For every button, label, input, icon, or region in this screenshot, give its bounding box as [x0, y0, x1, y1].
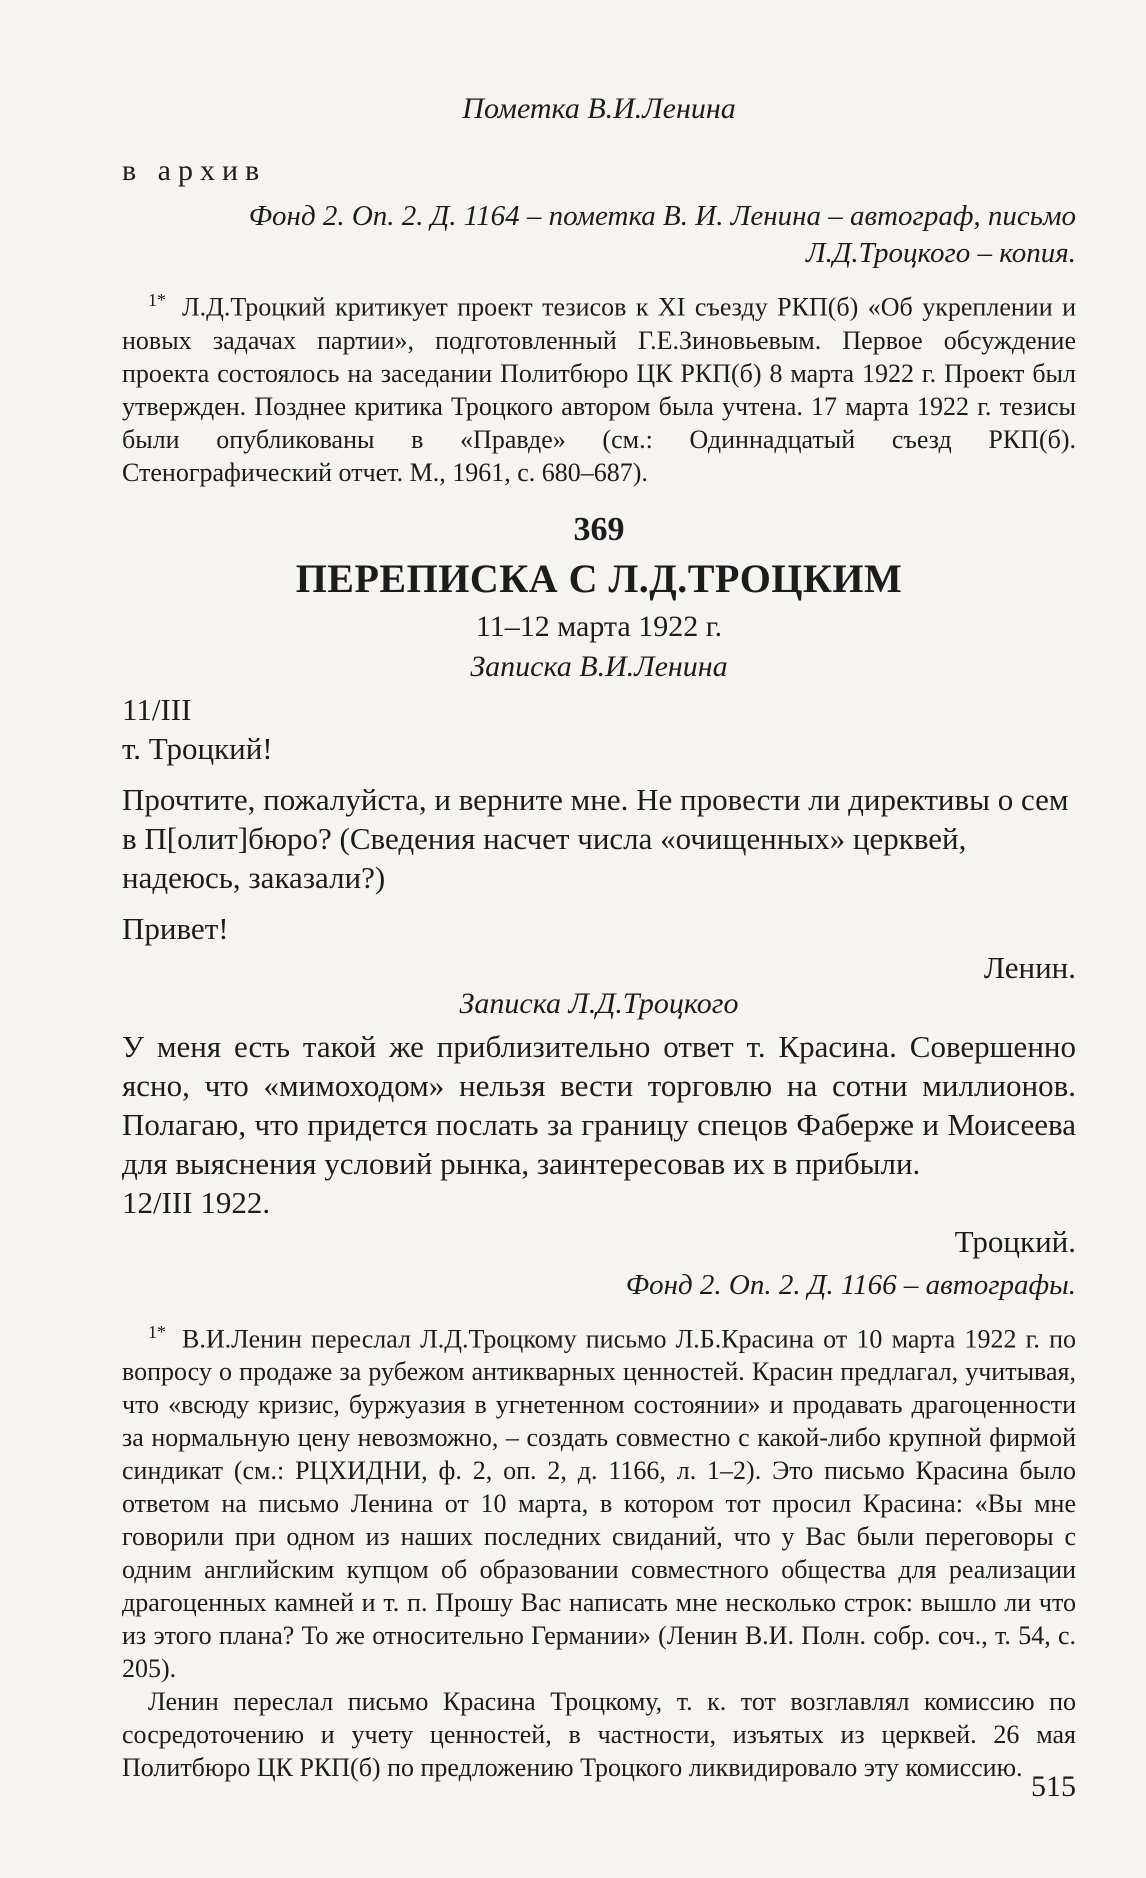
page-number: 515	[1031, 1770, 1076, 1803]
trotsky-signature: Троцкий.	[954, 1223, 1076, 1259]
trotsky-note-date: 12/III 1922.	[122, 1184, 271, 1220]
lenin-note-heading: Записка В.И.Ленина	[470, 649, 728, 683]
document-number: 369	[573, 510, 625, 548]
lenin-mark-heading: Пометка В.И.Ленина	[462, 92, 736, 125]
lenin-note-date: 11/III	[122, 691, 192, 727]
lenin-note-salutation: т. Троцкий!	[122, 730, 273, 766]
footnote-1-marker: 1*	[148, 290, 166, 310]
footnote-2	[122, 1316, 1076, 1785]
trotsky-note-heading: Записка Л.Д.Троцкого	[459, 986, 739, 1020]
footnote-1	[122, 284, 1076, 489]
lenin-signature: Ленин.	[983, 949, 1076, 985]
lenin-note-body: Прочтите, пожалуйста, и верните мне. Не провести ли директивы о сем в П[олит]бюро? (Сведения насчет числа «очищенных» церквей, надеюсь, заказали?)	[122, 781, 1069, 895]
footnote-2-marker: 1*	[148, 1321, 166, 1342]
archive-reference-1: Фонд 2. Оп. 2. Д. 1164 – пометка В. И. Ленина – автограф, письмо Л.Д.Троцкого – копия.	[248, 200, 1076, 269]
footnote-2-paragraph-1: В.И.Ленин переслал Л.Д.Троцкому письмо Л.Б.Красина от 10 марта 1922 г. по вопросу о продаже за рубежом антикварных ценностей. Красин предлагал, учитывая, что «всюду кризис, буржуазия в угнетенном состоянии» и продавать драгоценности за нормальную цену невозможно, – создать совместно с какой-либо крупной фирмой синдикат (см.: РЦХИДНИ, ф. 2, оп. 2, д. 1166, л. 1–2). Это письмо Красина было ответом на письмо Ленина от 10 марта, в котором тот просил Красина: «Вы мне говорили при одном из наших последних свиданий, что у Вас были переговоры с одним английским купцом об образовании совместного общества для реализации драгоценных камней и т. п. Прошу Вас написать мне несколько строк: вышло ли что из этого плана? То же относительно Германии» (Ленин В.И. Полн. собр. соч., т. 54, с. 205).	[122, 1324, 1076, 1684]
archive-reference-2: Фонд 2. Оп. 2. Д. 1166 – автографы.	[625, 1268, 1076, 1301]
footnote-1-text: Л.Д.Троцкий критикует проект тезисов к XI съезду РКП(б) «Об укреплении и новых задачах партии», подготовленный Г.Е.Зиновьевым. Первое обсуждение проекта состоялось на заседании Политбюро ЦК РКП(б) 8 марта 1922 г. Проект был утвержден. Позднее критика Троцкого автором была учтена. 17 марта 1922 г. тезисы были опубликованы в «Правде» (см.: Одиннадцатый съезд РКП(б). Стенографический отчет. М., 1961, с. 680–687).	[122, 292, 1076, 487]
document-date: 11–12 марта 1922 г.	[475, 609, 723, 643]
trotsky-note-body: У меня есть такой же приблизительно ответ т. Красина. Совершенно ясно, что «мимоходом» нельзя вести торговлю на сотни миллионов. Полагаю, что придется послать за границу спецов Фаберже и Моисеева для выяснения условий рынка, заинтересовав их в прибыли.	[122, 1028, 1076, 1181]
footnote-2-paragraph-2: Ленин переслал письмо Красина Троцкому, т. к. тот возглавлял комиссию по сосредоточению и учету ценностей, в частности, изъятых из церквей. 26 мая Политбюро ЦК РКП(б) по предложению Троцкого ликвидировало эту комиссию.	[122, 1687, 1076, 1783]
archive-note: в архив	[122, 154, 267, 187]
document-title: ПЕРЕПИСКА С Л.Д.ТРОЦКИМ	[295, 555, 903, 601]
lenin-note-closing: Привет!	[122, 910, 229, 946]
